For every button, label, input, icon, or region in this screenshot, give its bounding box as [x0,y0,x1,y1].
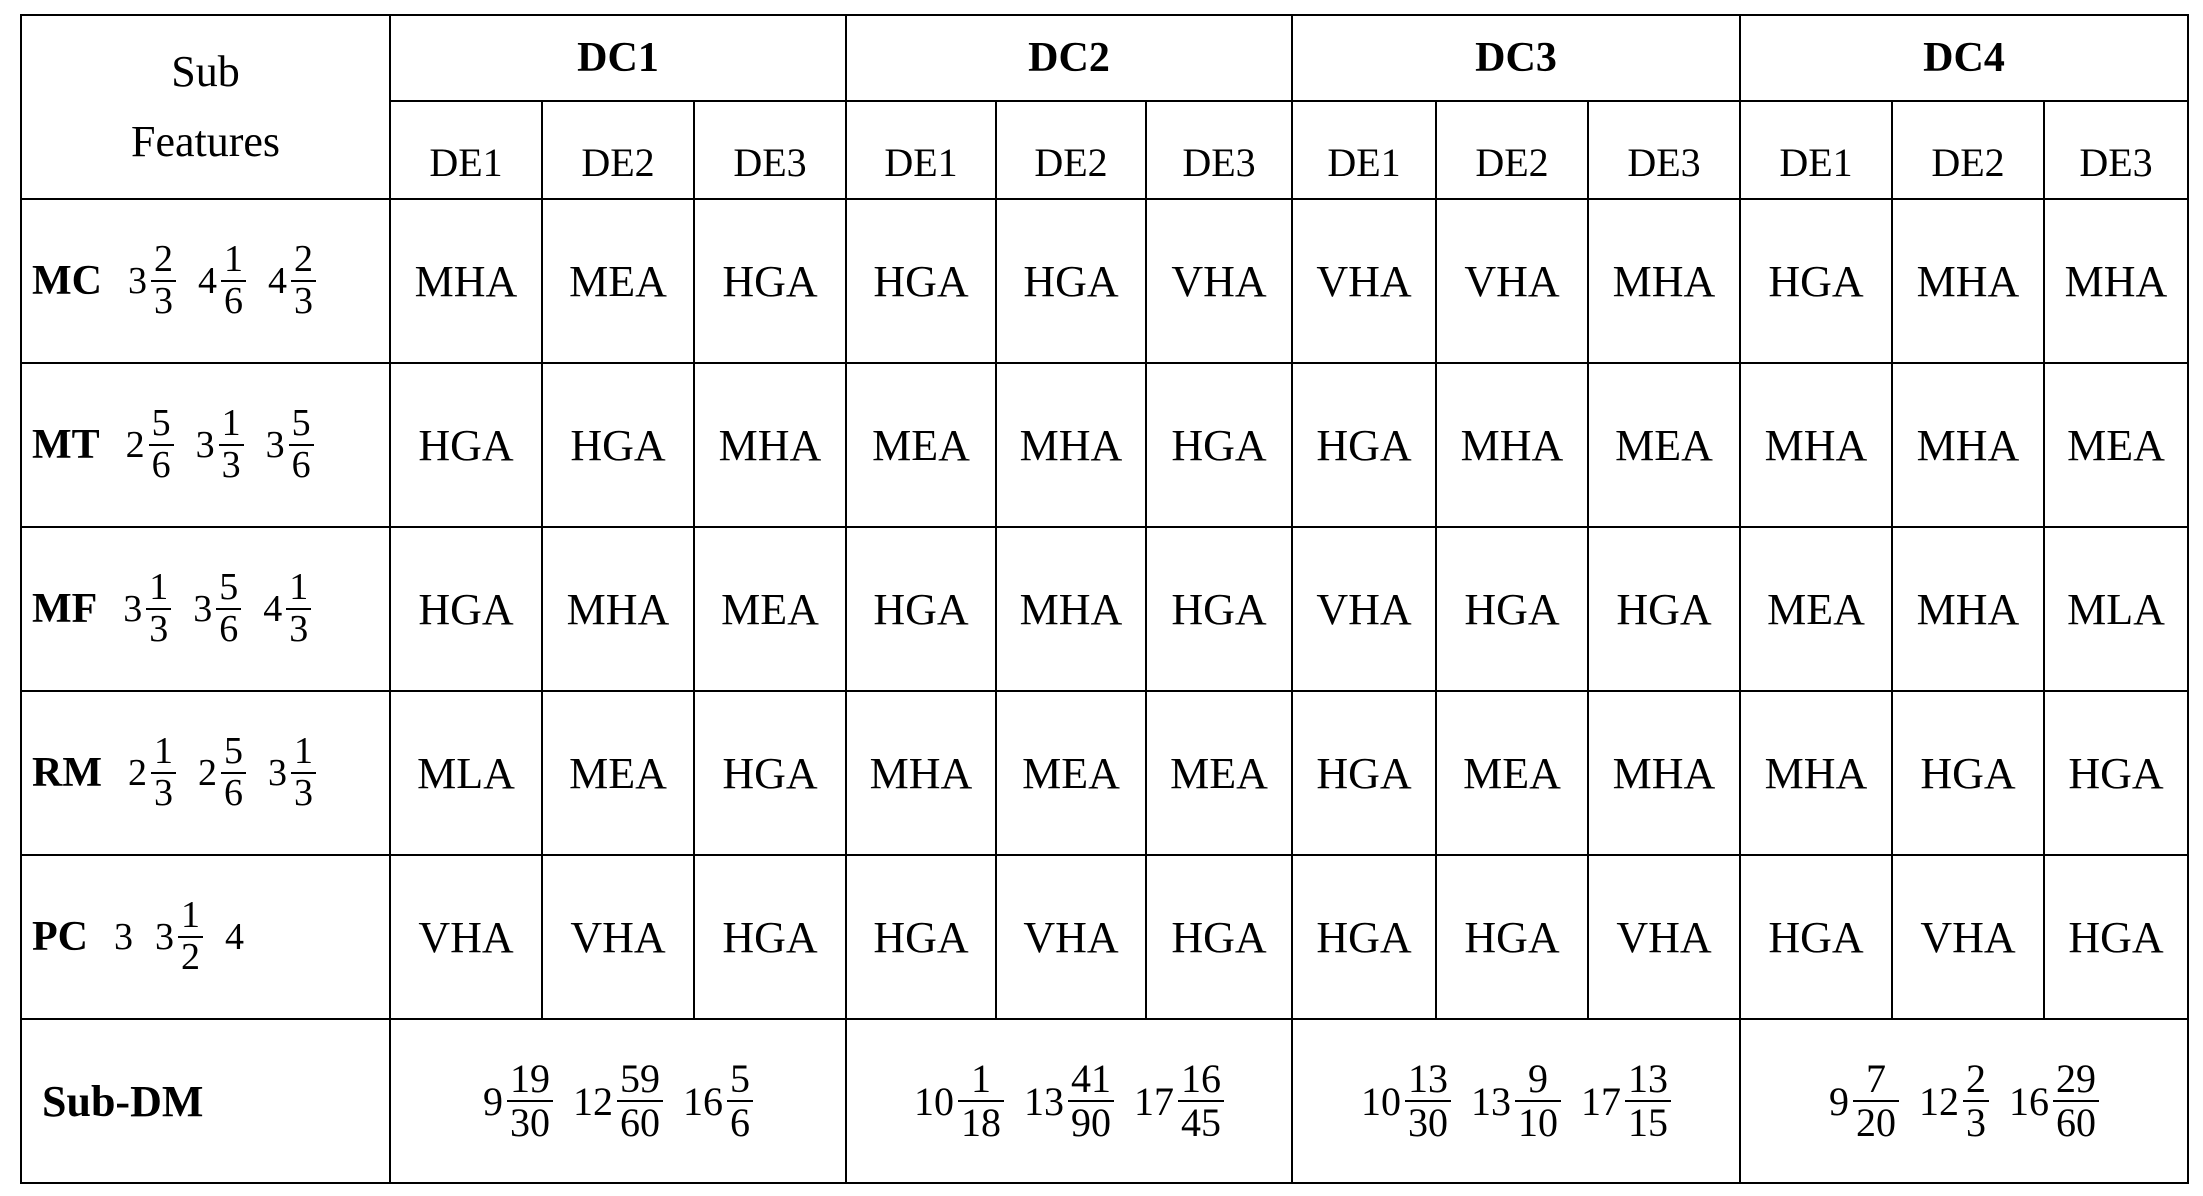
numerator: 1 [293,730,313,773]
rating-cell: HGA [1146,527,1292,691]
fraction [219,404,244,486]
numerator: 1 [221,402,241,445]
sub-feature-cell [21,691,390,855]
whole-part: 12 [573,1078,613,1124]
denominator: 3 [151,280,176,322]
denominator: 3 [286,608,311,650]
sub-dm-value [1471,1058,1561,1144]
numerator: 5 [151,402,171,445]
rating-cell: HGA [996,199,1146,363]
table-row [21,691,2188,855]
sub-dm-value [573,1058,663,1144]
denominator: 45 [1178,1100,1224,1144]
rating-cell: MHA [390,199,542,363]
fraction [151,240,176,322]
weight-value [268,240,316,322]
sub-dm-value [1919,1058,1989,1144]
rating-cell: MEA [1436,691,1588,855]
denominator: 15 [1625,1100,1671,1144]
rating-cell: HGA [1740,855,1892,1019]
fraction [1405,1058,1451,1144]
rating-cell: HGA [542,363,694,527]
weight-value [196,404,244,486]
rating-cell: HGA [2044,691,2188,855]
table-body [21,199,2188,1183]
fraction [617,1058,663,1144]
sub-feature-cell [21,363,390,527]
rating-cell: HGA [846,855,996,1019]
denominator: 6 [216,608,241,650]
rating-cell: MEA [542,199,694,363]
fraction [178,896,203,978]
de-header: DE1 [1292,101,1436,199]
sub-dm-cell [846,1019,1292,1183]
sub-dm-value [683,1058,753,1144]
numerator: 59 [620,1056,660,1101]
weight-value [198,732,246,814]
dc-header: DC4 [1740,15,2188,101]
denominator: 90 [1068,1100,1114,1144]
fraction [221,240,246,322]
rating-cell: VHA [390,855,542,1019]
de-header: DE1 [1740,101,1892,199]
rating-cell: VHA [996,855,1146,1019]
denominator: 3 [219,444,244,486]
sub-dm-value [2009,1058,2099,1144]
sub-feature-name: PC [32,914,88,960]
sub-feature-cell [21,199,390,363]
denominator: 30 [507,1100,553,1144]
rating-cell: MHA [996,527,1146,691]
rating-cell: VHA [1892,855,2044,1019]
numerator: 41 [1071,1056,1111,1101]
whole-part: 3 [127,260,147,302]
whole-part: 12 [1919,1078,1959,1124]
whole-part: 3 [195,424,215,466]
sub-dm-label: Sub-DM [21,1019,390,1183]
denominator: 6 [289,444,314,486]
fraction [1625,1058,1671,1144]
weight-value [128,240,176,322]
whole-part: 3 [123,588,143,630]
evaluation-table-container [20,14,2183,1184]
numerator: 13 [1628,1056,1668,1101]
de-header: DE2 [542,101,694,199]
dc-header: DC2 [846,15,1292,101]
rating-cell: MEA [996,691,1146,855]
fraction [2053,1058,2099,1144]
sub-feature-name: MC [32,258,102,304]
rating-cell: MEA [1146,691,1292,855]
numerator: 1 [289,566,309,609]
rating-cell: VHA [1436,199,1588,363]
fraction [286,568,311,650]
de-header: DE3 [2044,101,2188,199]
denominator: 2 [178,936,203,978]
rating-cell: MEA [2044,363,2188,527]
weight-value: 3 [114,916,133,958]
weight-value [128,732,176,814]
corner-header [21,15,390,199]
rating-cell: MHA [1436,363,1588,527]
sub-dm-value [914,1058,1004,1144]
numerator: 5 [223,730,243,773]
sub-dm-value [1829,1058,1899,1144]
whole-part: 3 [267,752,287,794]
sub-dm-cell [1292,1019,1740,1183]
fraction [1963,1058,1989,1144]
denominator: 6 [149,444,174,486]
weight-value [155,896,203,978]
whole-part: 16 [2009,1078,2049,1124]
sub-dm-value [1024,1058,1114,1144]
weight-value [263,568,311,650]
rating-cell: MEA [846,363,996,527]
dc-header: DC3 [1292,15,1740,101]
numerator: 7 [1866,1056,1886,1101]
fraction [216,568,241,650]
whole-part: 4 [263,588,283,630]
denominator: 10 [1515,1100,1561,1144]
dc-header: DC1 [390,15,846,101]
rating-cell: HGA [1292,691,1436,855]
rating-cell: HGA [694,199,846,363]
sub-dm-cell [390,1019,846,1183]
whole-part: 3 [155,916,174,958]
numerator: 16 [1181,1056,1221,1101]
rating-cell: VHA [1292,199,1436,363]
whole-part: 10 [1361,1078,1401,1124]
sub-feature-name: MT [32,422,100,468]
rating-cell: MHA [846,691,996,855]
table-row [21,855,2188,1019]
fraction [1515,1058,1561,1144]
fraction [958,1058,1004,1144]
numerator: 5 [291,402,311,445]
numerator: 1 [149,566,169,609]
rating-cell: MHA [1892,527,2044,691]
de-header: DE1 [846,101,996,199]
denominator: 3 [151,772,176,814]
denominator: 20 [1853,1100,1899,1144]
sub-feature-name: RM [32,750,102,796]
rating-cell: MEA [1740,527,1892,691]
header-row-dc [21,15,2188,101]
rating-cell: MHA [542,527,694,691]
weight-value: 4 [225,916,244,958]
sub-dm-value [1134,1058,1224,1144]
denominator: 3 [291,772,316,814]
rating-cell: MLA [390,691,542,855]
de-header: DE2 [996,101,1146,199]
denominator: 6 [221,772,246,814]
rating-cell: MLA [2044,527,2188,691]
numerator: 19 [510,1056,550,1101]
denominator: 3 [146,608,171,650]
de-header: DE2 [1436,101,1588,199]
numerator: 1 [181,894,200,937]
numerator: 2 [293,238,313,281]
rating-cell: VHA [1292,527,1436,691]
de-header: DE3 [1588,101,1740,199]
fraction [221,732,246,814]
denominator: 18 [958,1100,1004,1144]
rating-cell: MEA [694,527,846,691]
rating-cell: HGA [1146,855,1292,1019]
rating-cell: HGA [1588,527,1740,691]
whole-part: 9 [1829,1078,1849,1124]
rating-cell: HGA [846,527,996,691]
sub-dm-value [483,1058,553,1144]
weight-value [266,404,314,486]
fraction [1178,1058,1224,1144]
rating-cell: MEA [542,691,694,855]
whole-part: 2 [197,752,217,794]
rating-cell: VHA [1146,199,1292,363]
rating-cell: MHA [1892,363,2044,527]
whole-part: 2 [127,752,147,794]
numerator: 29 [2056,1056,2096,1101]
whole-part: 4 [267,260,287,302]
rating-cell: MHA [1588,691,1740,855]
fraction [727,1058,753,1144]
rating-cell: HGA [390,527,542,691]
rating-cell: MHA [694,363,846,527]
rating-cell: HGA [390,363,542,527]
de-header: DE1 [390,101,542,199]
rating-cell: HGA [1292,855,1436,1019]
sub-feature-cell [21,527,390,691]
numerator: 13 [1408,1056,1448,1101]
fraction [151,732,176,814]
fraction [291,732,316,814]
numerator: 1 [971,1056,991,1101]
whole-part: 9 [483,1078,503,1124]
evaluation-table [20,14,2189,1184]
whole-part: 13 [1024,1078,1064,1124]
rating-cell: MHA [1740,691,1892,855]
rating-cell: MHA [2044,199,2188,363]
fraction [1853,1058,1899,1144]
rating-cell: VHA [1588,855,1740,1019]
rating-cell: HGA [1436,855,1588,1019]
whole-part: 3 [265,424,285,466]
whole-part: 17 [1134,1078,1174,1124]
fraction [149,404,174,486]
fraction [146,568,171,650]
de-header: DE3 [1146,101,1292,199]
rating-cell: HGA [694,691,846,855]
rating-cell: HGA [1436,527,1588,691]
rating-cell: HGA [1740,199,1892,363]
denominator: 60 [2053,1100,2099,1144]
denominator: 6 [221,280,246,322]
fraction [289,404,314,486]
whole-part: 17 [1581,1078,1621,1124]
table-row [21,363,2188,527]
sub-dm-value [1361,1058,1451,1144]
whole-part: 4 [197,260,217,302]
de-header: DE3 [694,101,846,199]
rating-cell: MHA [996,363,1146,527]
whole-part: 13 [1471,1078,1511,1124]
rating-cell: HGA [1892,691,2044,855]
rating-cell: MHA [1740,363,1892,527]
sub-dm-row [21,1019,2188,1183]
whole-part: 10 [914,1078,954,1124]
numerator: 5 [730,1056,750,1101]
denominator: 60 [617,1100,663,1144]
sub-dm-cell [1740,1019,2188,1183]
rating-cell: VHA [542,855,694,1019]
numerator: 2 [153,238,173,281]
rating-cell: MHA [1892,199,2044,363]
numerator: 1 [153,730,173,773]
weight-value [268,732,316,814]
weight-value [193,568,241,650]
whole-part: 3 [193,588,213,630]
numerator: 2 [1966,1056,1986,1101]
corner-header-line2: Features [130,117,281,166]
fraction [507,1058,553,1144]
weight-value [198,240,246,322]
rating-cell: HGA [694,855,846,1019]
whole-part: 16 [683,1078,723,1124]
denominator: 3 [1963,1100,1989,1144]
denominator: 3 [291,280,316,322]
table-row [21,199,2188,363]
fraction [1068,1058,1114,1144]
fraction [291,240,316,322]
rating-cell: HGA [2044,855,2188,1019]
de-header: DE2 [1892,101,2044,199]
sub-feature-name: MF [32,586,98,632]
corner-header-line1: Sub [171,46,240,96]
rating-cell: HGA [846,199,996,363]
weight-value [123,568,171,650]
denominator: 6 [727,1100,753,1144]
table-row [21,527,2188,691]
sub-dm-value [1581,1058,1671,1144]
weight-value [126,404,174,486]
rating-cell: MHA [1588,199,1740,363]
rating-cell: HGA [1292,363,1436,527]
denominator: 30 [1405,1100,1451,1144]
sub-feature-cell [21,855,390,1019]
numerator: 1 [223,238,243,281]
rating-cell: MEA [1588,363,1740,527]
rating-cell: HGA [1146,363,1292,527]
numerator: 5 [219,566,239,609]
whole-part: 2 [125,424,145,466]
numerator: 9 [1528,1056,1548,1101]
